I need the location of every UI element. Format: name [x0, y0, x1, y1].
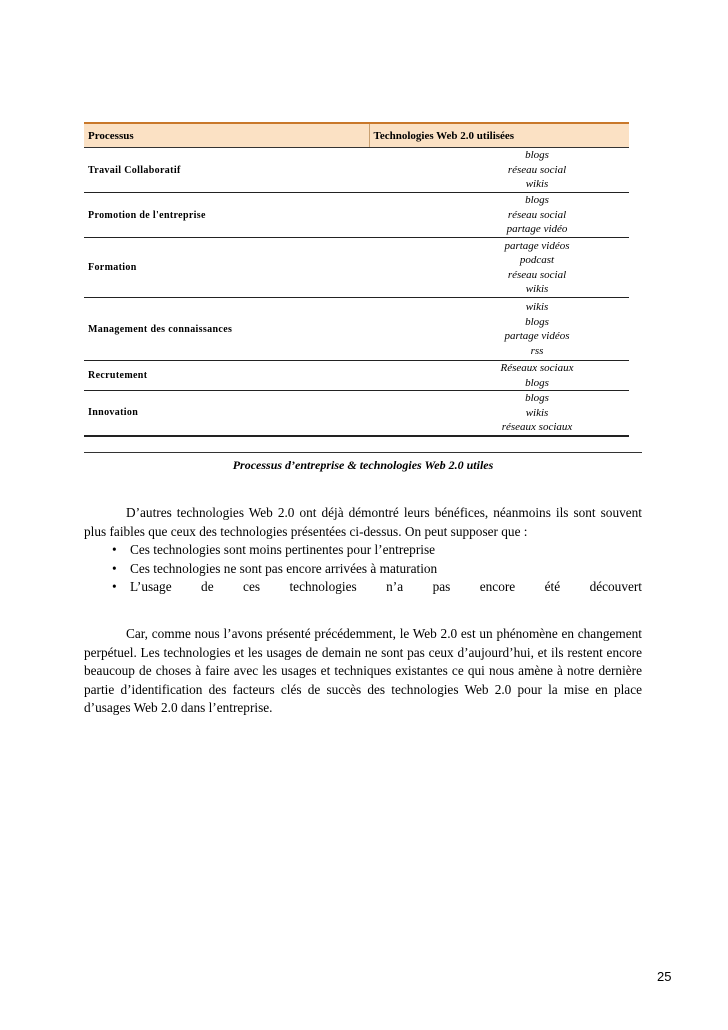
header-processus: Processus	[84, 123, 369, 148]
table-row	[84, 298, 629, 361]
tech-item: rss	[530, 344, 544, 357]
tech-item: partage vidéos	[504, 239, 570, 252]
tech-item: partage vidéo	[506, 223, 568, 236]
bullet-list	[84, 541, 642, 597]
table-row	[84, 238, 629, 298]
tech-item: blogs	[525, 194, 549, 207]
tech-list	[369, 298, 629, 361]
table-row	[84, 148, 629, 193]
process-name: Formation	[84, 238, 369, 298]
list-item: • L’usage de ces technologies n’a pas encore été découvert	[122, 578, 642, 597]
tech-item: wikis	[525, 178, 549, 191]
tech-item: wikis	[525, 283, 549, 295]
caption-divider	[84, 452, 642, 453]
process-name: Management des connaissances	[84, 298, 369, 361]
paragraph-1	[84, 504, 642, 597]
process-name: Recrutement	[84, 361, 369, 391]
process-name: Innovation	[84, 391, 369, 436]
tech-item: réseau social	[507, 163, 567, 176]
tech-item: réseaux sociaux	[501, 421, 573, 433]
table-row	[84, 193, 629, 238]
table-row	[84, 361, 629, 391]
tech-item: wikis	[525, 406, 549, 419]
tech-item: réseau social	[507, 268, 567, 281]
list-item: • Ces technologies ne sont pas encore arrivées à maturation	[122, 560, 642, 579]
tech-item: podcast	[519, 254, 555, 266]
tech-item: Réseaux sociaux	[500, 362, 574, 374]
tech-item: partage vidéos	[504, 330, 570, 342]
paragraph-1-intro: D’autres technologies Web 2.0 ont déjà démontré leurs bénéfices, néanmoins ils sont souvent plus faibles que ceux des technologies présentées ci-dessus. On peut supposer que :	[84, 505, 642, 539]
header-technologies: Technologies Web 2.0 utilisées	[369, 123, 629, 148]
tech-item: blogs	[525, 315, 549, 328]
table-header-row	[84, 123, 629, 148]
table-caption: Processus d’entreprise & technologies Web 2.0 utiles	[232, 458, 494, 472]
list-item: • Ces technologies sont moins pertinentes pour l’entreprise	[122, 541, 642, 560]
tech-list	[369, 148, 629, 193]
paragraph-2: Car, comme nous l’avons présenté précédemment, le Web 2.0 est un phénomène en changement perpétuel. Les technologies et les usages de demain ne sont pas ceux d’aujourd’hui, et ils restent encore beaucoup de choses à faire avec les usages et techniques existantes ce qui nous amène à notre dernière partie d’identification des facteurs clés de succès des technologies Web 2.0 pour la mise en place d’usages Web 2.0 dans l’entreprise.	[84, 626, 642, 716]
tech-item: blogs	[525, 376, 549, 389]
tech-item: blogs	[525, 392, 549, 404]
processes-table	[84, 122, 629, 437]
tech-list	[369, 193, 629, 238]
tech-item: réseau social	[507, 208, 567, 221]
tech-list	[369, 361, 629, 391]
process-name: Promotion de l'entreprise	[84, 193, 369, 238]
process-name: Travail Collaboratif	[84, 148, 369, 193]
tech-item: wikis	[525, 301, 549, 313]
tech-item: blogs	[525, 149, 549, 162]
page-number: 25	[657, 969, 672, 984]
tech-list	[369, 391, 629, 436]
tech-list	[369, 238, 629, 298]
table-row	[84, 391, 629, 436]
